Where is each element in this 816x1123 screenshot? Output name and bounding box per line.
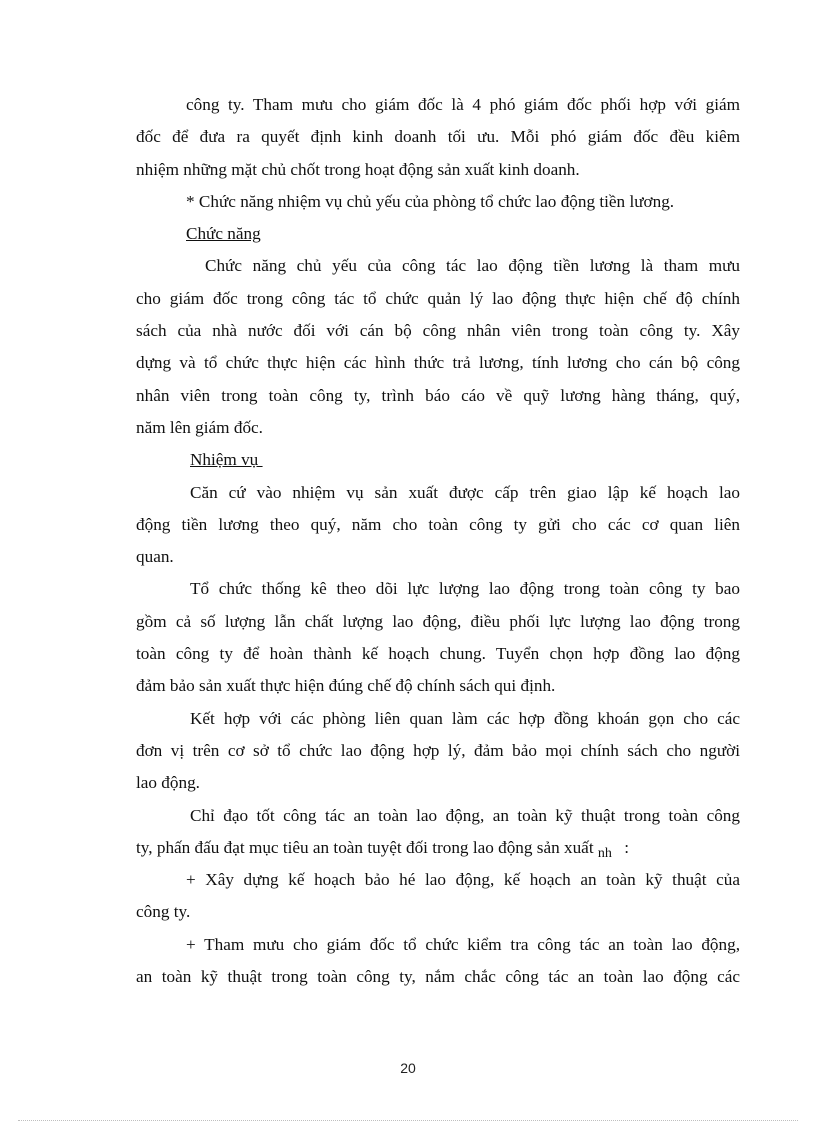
text-line: đảm bảo sản xuất thực hiện đúng chế độ chính sách qui định. [136, 676, 556, 696]
document-body [136, 89, 740, 993]
text-line: quan. [136, 547, 174, 567]
subheading-text: Chức năng [186, 224, 261, 244]
subheading-text: Nhiệm vụ [190, 450, 263, 470]
text-line: đơn vị trên cơ sở tổ chức lao động hợp lý, đảm bảo mọi chính sách cho người [136, 740, 740, 760]
subheading-nhiem-vu [136, 444, 740, 476]
text-line: an toàn kỹ thuật trong toàn công ty, nắm chắc công tác an toàn lao động các [136, 967, 740, 987]
text-line: gồm cả số lượng lẫn chất lượng lao động, điều phối lực lượng lao động trong [136, 611, 740, 631]
text-line: Chức năng chủ yếu của công tác lao động tiền lương là tham mưu [205, 256, 740, 276]
text-segment: ty, phấn đấu đạt mục tiêu an toàn tuyệt đối trong lao động sản xuất [136, 837, 594, 857]
text-line: năm lên giám đốc. [136, 417, 263, 437]
text-line: cho giám đốc trong công tác tổ chức quản lý lao động thực hiện chế độ chính [136, 288, 740, 308]
text-line: lao động. [136, 773, 200, 793]
text-line: Tổ chức thống kê theo dõi lực lượng lao động trong toàn công ty bao [190, 579, 740, 599]
text-line: nhân viên trong toàn công ty, trình báo cáo về quỹ lương hàng tháng, quý, [136, 385, 740, 405]
text-line: sách của nhà nước đối với cán bộ công nhân viên trong toàn công ty. Xây [136, 321, 740, 341]
stray-subscript-text: nh [597, 845, 612, 861]
colon: : [619, 837, 629, 857]
subheading-chuc-nang [136, 218, 740, 250]
text-line: Chỉ đạo tốt công tác an toàn lao động, an toàn kỹ thuật trong toàn công [190, 805, 740, 825]
bullet-line: + Xây dựng kế hoạch bảo hé lao động, kế hoạch an toàn kỹ thuật của [186, 870, 740, 890]
page-number: 20 [400, 1060, 416, 1076]
text-line: công ty. [136, 902, 191, 922]
text-line: công ty. Tham mưu cho giám đốc là 4 phó giám đốc phối hợp với giám [186, 95, 740, 114]
text-line: Kết hợp với các phòng liên quan làm các hợp đồng khoán gọn cho các [190, 708, 740, 728]
text-line: dựng và tổ chức thực hiện các hình thức trả lương, tính lương cho cán bộ công [136, 353, 740, 373]
bullet-line: + Tham mưu cho giám đốc tổ chức kiểm tra công tác an toàn lao động, [186, 934, 740, 954]
text-line [136, 832, 740, 864]
text-line: Căn cứ vào nhiệm vụ sản xuất được cấp trên giao lập kế hoạch lao [190, 482, 740, 502]
page-bottom-divider [18, 1120, 798, 1121]
text-line: đốc để đưa ra quyết định kinh doanh tối ưu. Mỗi phó giám đốc đều kiêm [136, 127, 740, 147]
text-line: toàn công ty để hoàn thành kế hoạch chung. Tuyển chọn hợp đồng lao động [136, 644, 740, 664]
text-line: nhiệm những mặt chủ chốt trong hoạt động sản xuất kinh doanh. [136, 159, 580, 179]
section-heading-functions-duties: * Chức năng nhiệm vụ chủ yếu của phòng tổ chức lao động tiền lương. [186, 191, 675, 211]
text-line: động tiền lương theo quý, năm cho toàn công ty gửi cho các cơ quan liên [136, 514, 740, 534]
